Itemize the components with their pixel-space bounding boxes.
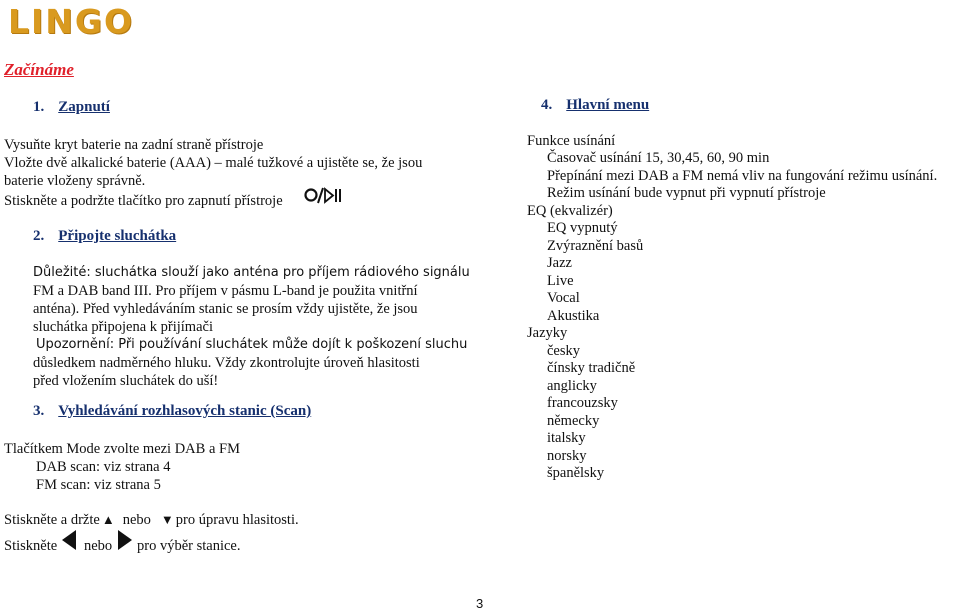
heading-title: Hlavní menu [566,97,650,113]
menu-group-label: Jazyky [527,325,568,341]
menu-item: anglicky [547,378,597,394]
menu-item: EQ vypnutý [547,220,618,236]
heading-title: Zapnutí [58,99,110,115]
heading-pripojte-sluchatka [33,228,176,245]
paragraph-line: sluchátka připojena k přijímači [33,319,213,335]
paragraph-line: DAB scan: viz strana 4 [36,459,171,475]
menu-item: Akustika [547,308,600,324]
menu-item: Vocal [547,290,580,306]
menu-item: německy [547,413,600,429]
paragraph-line: před vložením sluchátek do uší! [33,373,219,389]
section-title: Začínáme [4,60,74,79]
menu-item: Režim usínání bude vypnut při vypnutí přístroje [547,185,826,201]
menu-item: francouzsky [547,395,618,411]
paragraph-line: FM scan: viz strana 5 [36,477,161,493]
heading-number: 1. [33,99,45,115]
menu-item: Časovač usínání 15, 30,45, 60, 90 min [547,150,770,166]
menu-group-label: Funkce usínání [527,133,616,149]
volume-text-a: Stiskněte a držte [4,512,100,528]
menu-group-label: EQ (ekvalizér) [527,203,613,219]
menu-item: italsky [547,430,586,446]
heading-title: Připojte sluchátka [58,228,177,244]
paragraph-line: Vysuňte kryt baterie na zadní straně přístroje [4,137,264,153]
nav-text-c: pro výběr stanice. [137,538,241,554]
menu-item: Zvýraznění basů [547,238,644,254]
menu-item: španělsky [547,465,605,481]
paragraph-line: Tlačítkem Mode zvolte mezi DAB a FM [4,441,240,457]
heading-number: 3. [33,403,45,419]
menu-item: česky [547,343,581,359]
paragraph-line: FM a DAB band III. Pro příjem v pásmu L-band je použita vnitřní [33,283,418,299]
up-triangle-icon: ▲ [101,512,115,527]
paragraph-line: důsledkem nadměrného hluku. Vždy zkontrolujte úroveň hlasitosti [33,355,420,371]
menu-item: norsky [547,448,587,464]
heading-title: Vyhledávání rozhlasových stanic (Scan) [58,403,312,419]
paragraph-line: Vložte dvě alkalické baterie (AAA) – malé tužkové a ujistěte se, že jsou [4,155,423,171]
menu-item: Live [547,273,574,289]
down-triangle-icon: ▼ [160,512,174,527]
volume-text-b: nebo [122,512,151,528]
heading-hlavni-menu [541,97,649,114]
menu-item: čínsky tradičně [547,360,636,376]
heading-vyhledavani [33,403,311,420]
menu-item: Přepínání mezi DAB a FM nemá vliv na fungování režimu usínání. [547,168,938,184]
paragraph-line: baterie vloženy správně. [4,173,146,189]
right-arrow-icon [116,528,134,552]
heading-number: 2. [33,228,45,244]
volume-instruction [4,511,299,529]
page-number: 3 [476,596,484,611]
paragraph-line: Důležité: sluchátka slouží jako anténa pro příjem rádiového signálu [33,265,470,280]
paragraph-line: Upozornění: Při používání sluchátek může dojít k poškození sluchu [36,337,468,352]
paragraph-line: anténa). Před vyhledáváním stanic se prosím vždy ujistěte, že jsou [33,301,418,317]
nav-text-a: Stiskněte [4,538,58,554]
left-arrow-icon [60,528,78,552]
heading-number: 4. [541,97,553,113]
power-play-pause-icon [304,186,342,206]
logo: LINGO [8,2,135,41]
volume-text-c: pro úpravu hlasitosti. [175,512,299,528]
nav-text-b: nebo [84,538,113,554]
menu-item: Jazz [547,255,572,271]
paragraph-line: Stiskněte a podržte tlačítko pro zapnutí přístroje [4,193,283,209]
heading-zapnuti [33,99,110,116]
